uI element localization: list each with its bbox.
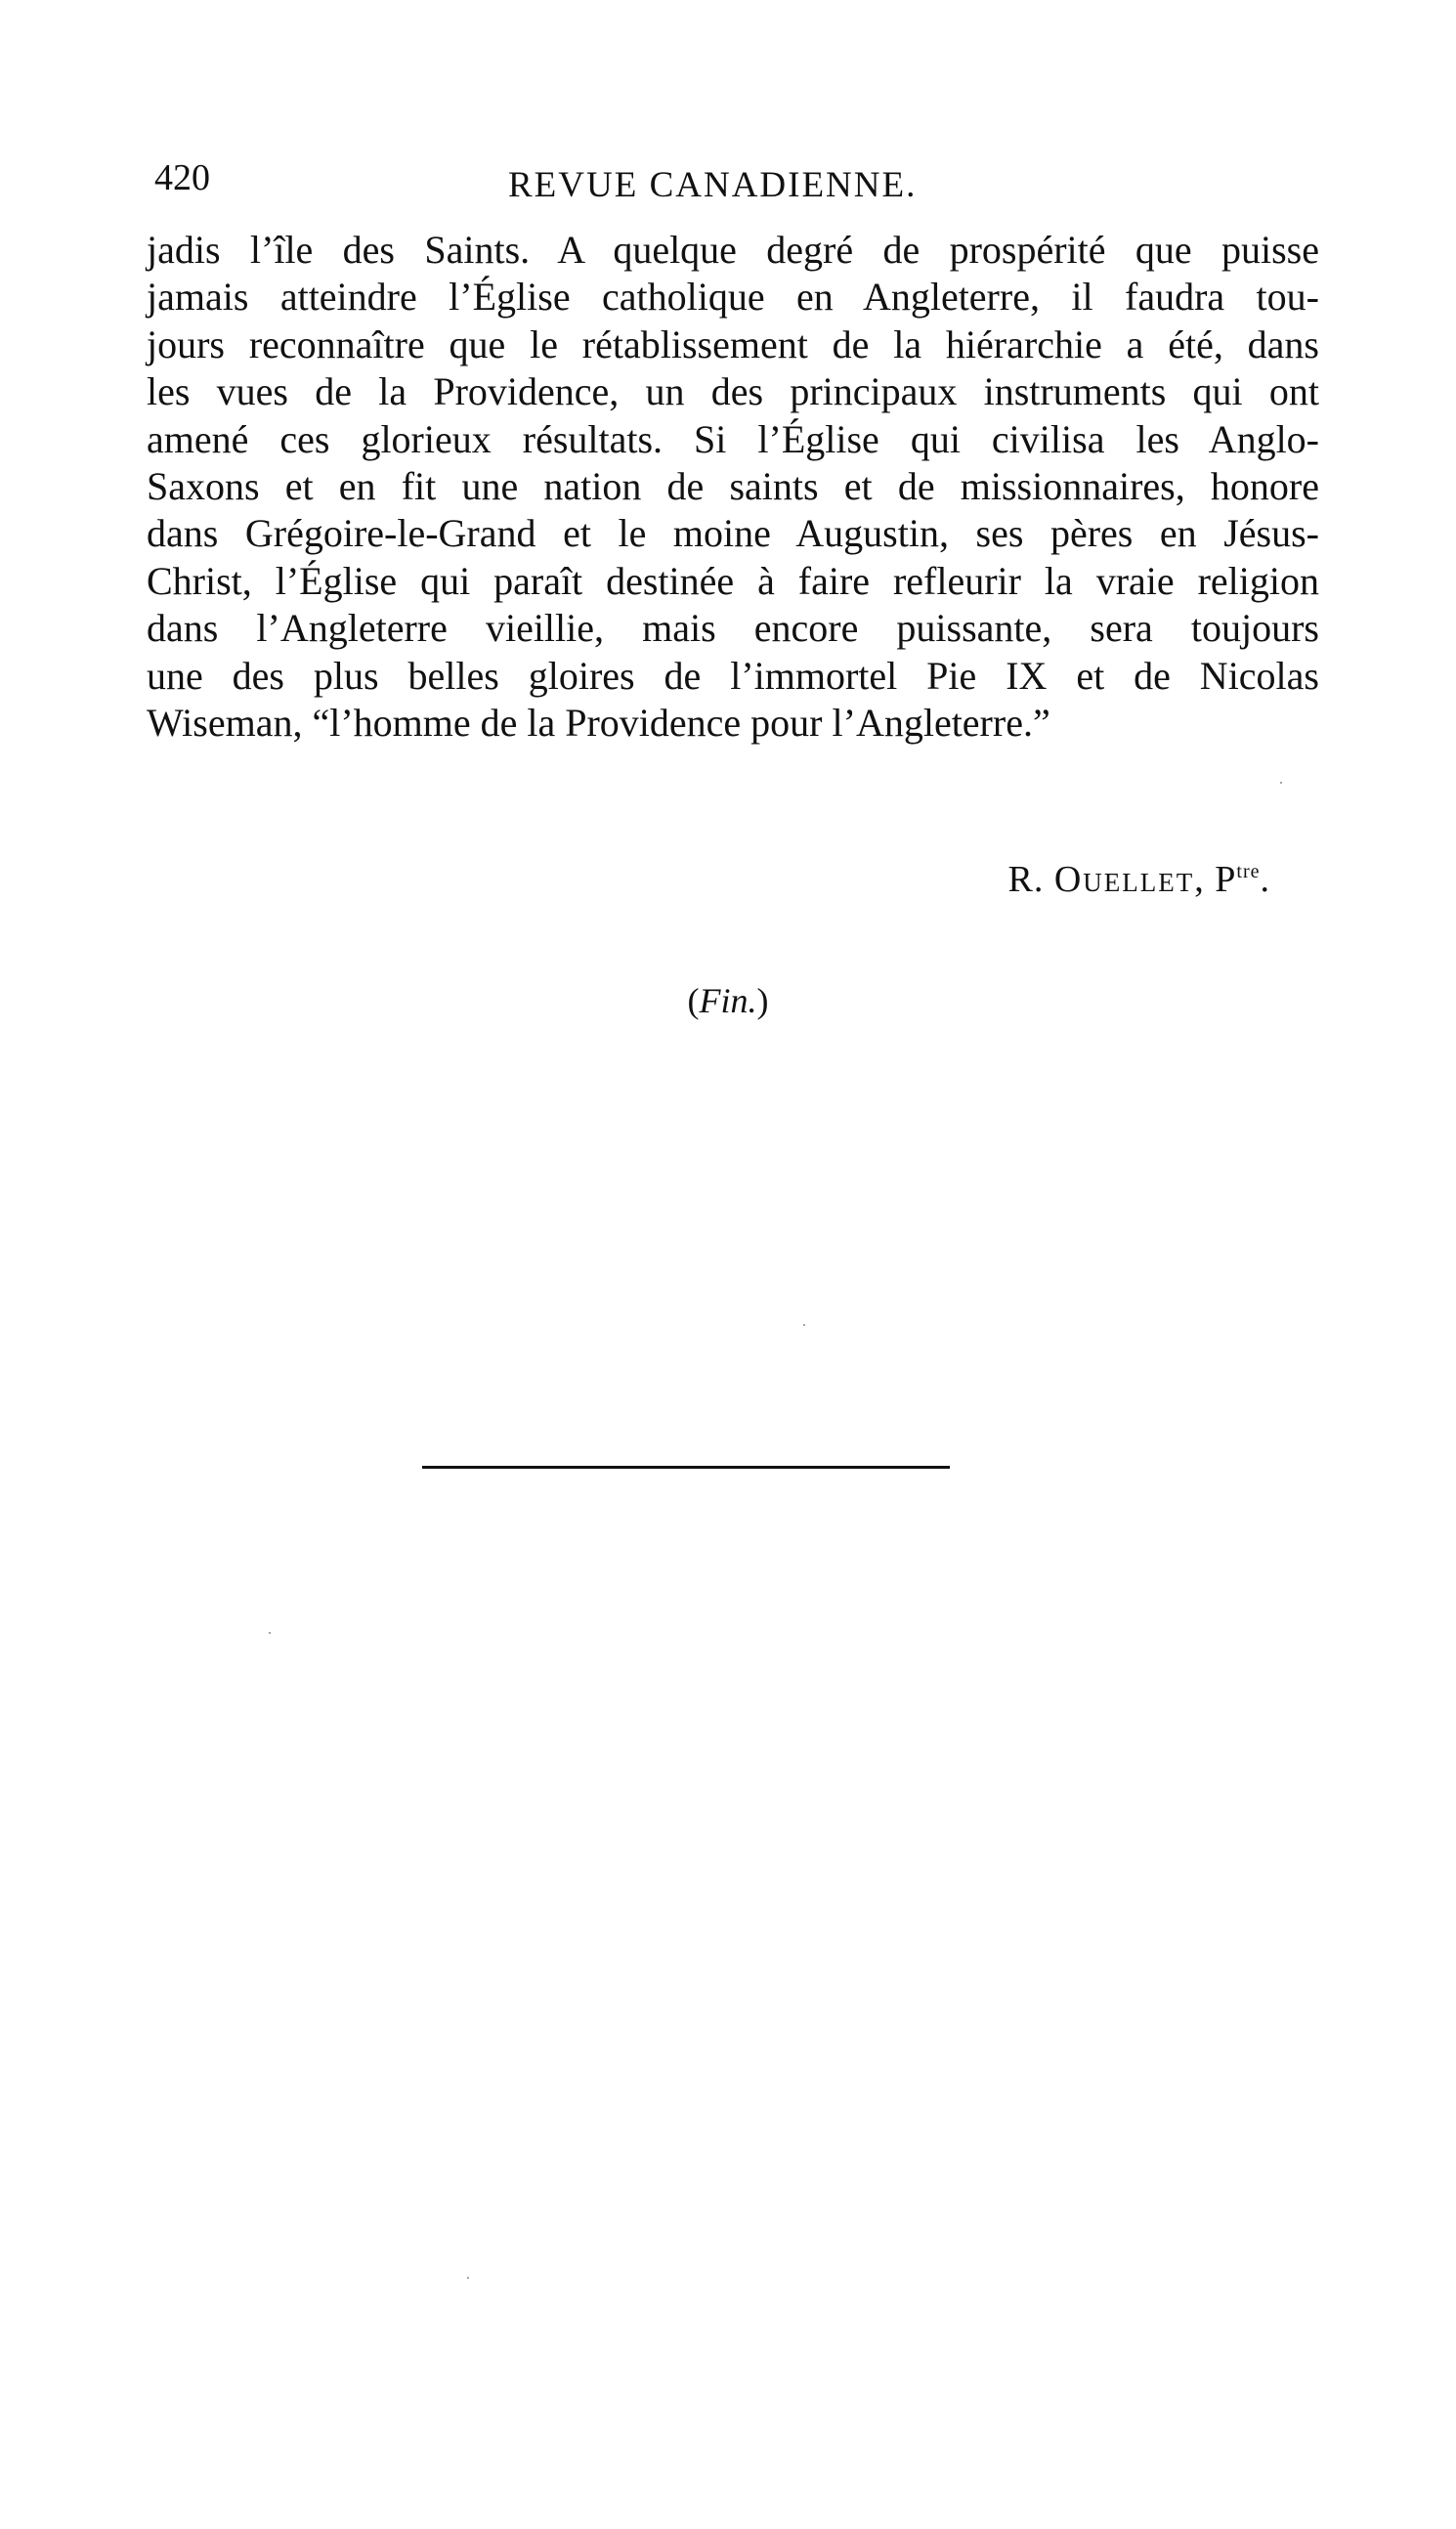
page-number: 420 — [154, 157, 210, 198]
end-marker-word: Fin. — [699, 981, 757, 1020]
text-line: amené ces glorieux résultats. Si l’Église qui civilisa les Anglo- — [147, 416, 1319, 461]
page-header — [154, 154, 1317, 213]
paper-speck — [269, 1632, 271, 1634]
article-paragraph — [147, 227, 1319, 747]
paper-speck — [1280, 782, 1282, 784]
text-line: les vues de la Providence, un des principaux instruments qui ont — [147, 369, 1319, 414]
text-line: jours reconnaître que le rétablissement de la hiérarchie a été, dans — [147, 321, 1319, 366]
end-marker-open-paren: ( — [687, 981, 700, 1020]
text-line: Christ, l’Église qui paraît destinée à faire refleurir la vraie religion — [147, 558, 1319, 603]
author-surname: Ouellet — [1053, 859, 1195, 900]
end-marker-close-paren: ) — [756, 981, 769, 1020]
text-line: une des plus belles gloires de l’immortel Pie IX et de Nicolas — [147, 653, 1319, 698]
section-divider — [422, 1466, 950, 1469]
text-line: dans Grégoire-le-Grand et le moine Augustin, ses pères en Jésus- — [147, 511, 1319, 556]
signature-comma: , — [1194, 859, 1205, 900]
paper-speck — [803, 1324, 805, 1326]
author-title-superscript: tre — [1236, 861, 1261, 882]
paper-speck — [467, 2277, 469, 2279]
text-line: jadis l’île des Saints. A quelque degré de prospérité que puisse — [147, 228, 1319, 272]
author-signature — [1008, 848, 1271, 903]
text-line: jamais atteindre l’Église catholique en Angleterre, il faudra tou- — [147, 275, 1319, 320]
text-line: Wiseman, “l’homme de la Providence pour l’Angleterre.” — [147, 700, 1050, 745]
end-marker — [0, 977, 1456, 1024]
signature-period: . — [1260, 859, 1270, 900]
text-line: Saxons et en fit une nation de saints et de missionnaires, honore — [147, 463, 1319, 508]
author-title: P — [1215, 859, 1237, 900]
author-initial: R. — [1007, 859, 1045, 900]
text-line: dans l’Angleterre vieillie, mais encore puissante, sera toujours — [147, 606, 1319, 651]
running-head: REVUE CANADIENNE. — [508, 165, 918, 205]
